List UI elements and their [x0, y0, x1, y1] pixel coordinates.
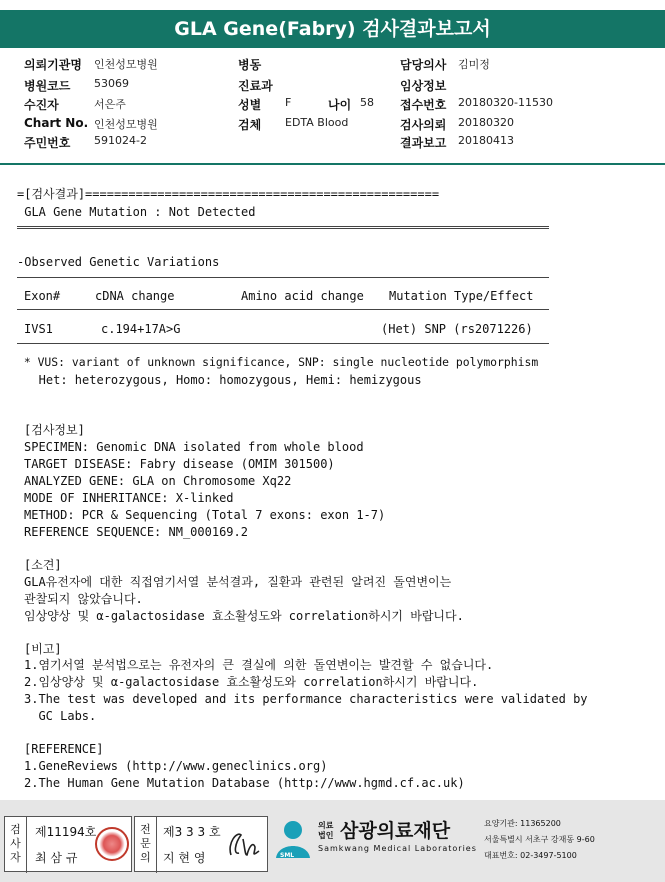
info-line: REFERENCE SEQUENCE: NM_000169.2	[24, 525, 248, 539]
info-label: 임상정보	[400, 79, 447, 93]
org-small-label: 법인	[318, 831, 334, 840]
remark-line: GC Labs.	[24, 709, 97, 723]
divider	[17, 226, 549, 229]
info-row	[24, 96, 126, 113]
info-row	[400, 96, 553, 113]
org-english-name: Samkwang Medical Laboratories	[318, 844, 477, 853]
row-exon: IVS1	[24, 322, 53, 336]
opinion-title: [소견]	[24, 558, 62, 572]
specimen-label: 검체	[238, 118, 262, 132]
org-logo-text: SML	[280, 852, 295, 859]
info-row	[400, 134, 514, 151]
remark-title: [비고]	[24, 642, 62, 656]
dept-label: 진료과	[238, 79, 273, 93]
opinion-line: 임상양상 및 α-galactosidase 효소활성도와 correlation하시기 바랍니다.	[24, 609, 464, 623]
info-label: 접수번호	[400, 98, 447, 112]
info-line: ANALYZED GENE: GLA on Chromosome Xq22	[24, 474, 292, 488]
result-header: =[검사결과]=================================================	[17, 187, 440, 201]
legend-note: Het: heterozygous, Homo: homozygous, Hemi: hemizygous	[17, 373, 422, 387]
info-row	[24, 56, 158, 73]
org-phone: 대표번호: 02-3497-5100	[484, 851, 577, 860]
info-value: 20180320	[458, 116, 514, 129]
report-title: GLA Gene(Fabry) 검사결과보고서	[0, 10, 665, 48]
specialist-box	[134, 816, 268, 872]
info-label: 의뢰기관명	[24, 58, 82, 72]
examiner-name: 최 삼 규	[35, 851, 78, 865]
info-line: TARGET DISEASE: Fabry disease (OMIM 301500)	[24, 457, 335, 471]
info-label: Chart No.	[24, 116, 89, 130]
info-value: 20180413	[458, 134, 514, 147]
info-value: 591024-2	[94, 134, 147, 147]
reference-line: 2.The Human Gene Mutation Database (http://www.hgmd.cf.ac.uk)	[24, 776, 465, 790]
result-line: GLA Gene Mutation : Not Detected	[17, 205, 256, 219]
info-label: 담당의사	[400, 58, 447, 72]
info-value: 20180320-11530	[458, 96, 553, 109]
age-value: 58	[360, 96, 374, 109]
info-row	[238, 56, 261, 73]
remark-line: 3.The test was developed and its performance characteristics were validated by	[24, 692, 588, 706]
info-label: 주민번호	[24, 136, 71, 150]
row-effect: (Het) SNP (rs2071226)	[381, 322, 533, 336]
observed-title: -Observed Genetic Variations	[17, 255, 220, 269]
remark-line: 2.임상양상 및 α-galactosidase 효소활성도와 correlation하시기 바랍니다.	[24, 675, 479, 689]
sex-value: F	[285, 96, 292, 109]
specialist-number: 제3 3 3 호	[163, 825, 221, 839]
org-name: 삼광의료재단	[340, 820, 451, 842]
examiner-label: 검사자	[5, 817, 27, 873]
info-line: SPECIMEN: Genomic DNA isolated from whole blood	[24, 440, 364, 454]
info-row	[400, 56, 490, 73]
info-value: 김미정	[458, 58, 490, 71]
sex-label: 성별	[238, 98, 262, 112]
divider	[17, 277, 549, 278]
specimen-value: EDTA Blood	[285, 116, 349, 129]
specialist-name: 지 현 영	[163, 851, 206, 865]
report-body	[0, 167, 665, 798]
col-header-effect: Mutation Type/Effect	[389, 289, 534, 303]
reference-line: 1.GeneReviews (http://www.geneclinics.org)	[24, 759, 328, 773]
info-line: METHOD: PCR & Sequencing (Total 7 exons: exon 1-7)	[24, 508, 386, 522]
divider	[17, 343, 549, 344]
info-row	[400, 116, 514, 133]
info-label: 검사의뢰	[400, 118, 447, 132]
ward-label: 병동	[238, 58, 262, 72]
org-small-label: 의료	[318, 821, 334, 830]
signature-icon	[225, 825, 263, 865]
age-label: 나이	[328, 98, 352, 112]
remark-line: 1.염기서열 분석법으로는 유전자의 큰 결실에 의한 돌연변이는 발견할 수 없습니다.	[24, 658, 494, 672]
examiner-number: 제11194호	[35, 825, 97, 839]
footer	[0, 800, 665, 882]
info-line: MODE OF INHERITANCE: X-linked	[24, 491, 234, 505]
reference-title: [REFERENCE]	[24, 742, 104, 756]
info-row	[24, 134, 147, 151]
info-row	[238, 77, 273, 94]
info-value: 53069	[94, 77, 129, 90]
info-label: 병원코드	[24, 79, 71, 93]
opinion-line: 관찰되지 않았습니다.	[24, 592, 143, 606]
info-value: 인천성모병원	[94, 58, 158, 71]
info-row	[400, 77, 446, 94]
col-header-aa: Amino acid change	[241, 289, 364, 303]
stamp-seal-icon	[95, 827, 129, 861]
info-row	[238, 96, 374, 113]
info-value: 인천성모병원	[94, 118, 158, 131]
row-cdna: c.194+17A>G	[101, 322, 181, 336]
patient-info	[0, 48, 665, 165]
org-code: 요양기관: 11365200	[484, 819, 561, 828]
info-label: 수진자	[24, 98, 59, 112]
info-title: [검사정보]	[24, 423, 85, 437]
info-row	[24, 77, 129, 94]
examiner-box	[4, 816, 132, 872]
opinion-line: GLA유전자에 대한 직접염기서열 분석결과, 질환과 관련된 알려진 돌연변이는	[24, 575, 452, 589]
info-row	[24, 116, 158, 131]
info-row	[238, 116, 349, 133]
top-strip	[0, 0, 665, 8]
col-header-exon: Exon#	[24, 289, 61, 303]
org-address: 서울특별시 서초구 강재동 9-60	[484, 835, 595, 844]
info-label: 결과보고	[400, 136, 447, 150]
specialist-label: 전문의	[135, 817, 157, 873]
col-header-cdna: cDNA change	[95, 289, 175, 303]
info-value: 서은주	[94, 98, 126, 111]
organization-block	[272, 816, 662, 872]
legend-note: * VUS: variant of unknown significance, SNP: single nucleotide polymorphism	[17, 355, 539, 369]
divider	[17, 309, 549, 310]
